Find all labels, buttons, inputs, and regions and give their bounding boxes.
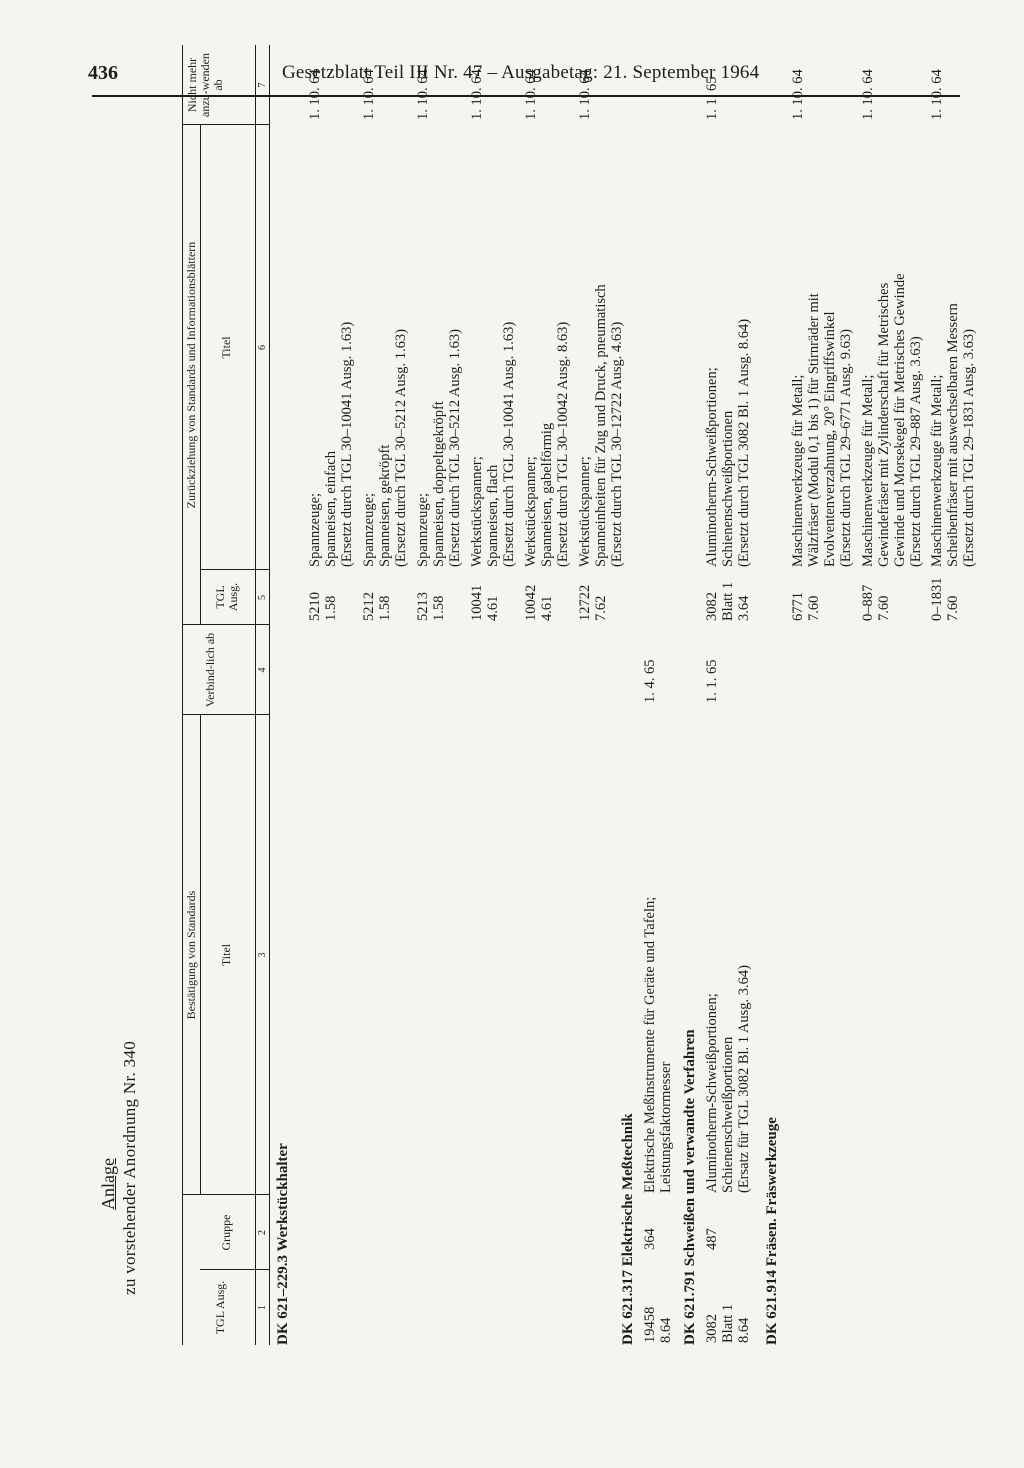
group-rule-right [200, 125, 201, 625]
withdrawn-tgl: 6771 7.60 [790, 592, 822, 621]
confirmed-tgl: 19458 8.64 [642, 1306, 674, 1343]
col-head-tgl-right: TGL Ausg. [213, 582, 240, 612]
withdrawn-title: Spannzeuge; Spanneisen, gekröpft (Ersetzt durch TGL 30–5212 Ausg. 1.63) [361, 328, 409, 567]
section-heading-werkstueckhalter: DK 621–229.3 Werkstückhalter [275, 1143, 291, 1345]
withdrawn-title: Aluminotherm-Schweißportionen; Schienenschweißportionen (Ersetzt durch TGL 3082 Bl. 1 Ausg. 8.64) [704, 318, 752, 567]
confirmed-group: 487 [704, 1228, 720, 1250]
col-number: 3 [257, 952, 268, 958]
table-number-rule [269, 45, 270, 1345]
withdrawn-date: 1. 10. 64 [790, 69, 806, 120]
withdrawn-date: 1. 10. 64 [361, 69, 377, 120]
col-number: 5 [257, 595, 268, 600]
confirmed-date: 1. 1. 65 [704, 659, 720, 703]
withdrawn-date: 1. 10. 64 [415, 69, 431, 120]
confirmed-tgl: 3082 Blatt 1 8.64 [704, 1303, 752, 1343]
withdrawn-tgl: 12722 7.62 [577, 584, 609, 621]
page-number: 436 [88, 62, 118, 84]
col-head-gruppe: Gruppe [219, 1214, 233, 1251]
rotated-table-page [92, 45, 977, 1345]
group-heading-withdraw: Zurückziehung von Standards und Informationsblättern [184, 241, 198, 509]
col-head-titel-left: Titel [219, 943, 233, 967]
withdrawn-date: 1. 10. 64 [577, 69, 593, 120]
withdrawn-date: 1. 10. 64 [307, 69, 323, 120]
confirmed-date: 1. 4. 65 [642, 659, 658, 703]
withdrawn-title: Maschinenwerkzeuge für Metall; Gewindefräser mit Zylinderschaft für Metrisches Gewinde und Morsekegel für Metrisches Gewinde (Ersetzt durch TGL 29–887 Ausg. 3.63) [860, 273, 924, 567]
section-heading-schweissen: DK 621.791 Schweißen und verwandte Verfahren [682, 1029, 698, 1345]
section-heading-messtechnik: DK 621.317 Elektrische Meßtechnik [620, 1113, 636, 1345]
confirmed-group: 364 [642, 1228, 658, 1250]
withdrawn-tgl: 5210 1.58 [307, 592, 339, 621]
running-title: Gesetzblatt Teil III Nr. 47 – Ausgabetag: 21. September 1964 [282, 62, 760, 83]
col-head-verbindlich: Verbind-lich ab [203, 632, 217, 708]
col-head-tgl-left: TGL Ausg. [213, 1280, 227, 1335]
withdrawn-date: 1. 10. 64 [469, 69, 485, 120]
table-top-rule [182, 45, 183, 1345]
withdrawn-title: Spannzeuge; Spanneisen, einfach (Ersetzt durch TGL 30–10041 Ausg. 1.63) [307, 321, 355, 567]
withdrawn-title: Maschinenwerkzeuge für Metall; Scheibenfräser mit auswechselbaren Messern (Ersetzt durch TGL 29–1831 Ausg. 3.63) [929, 303, 977, 567]
col-head-nicht-mehr: Nicht mehr anzu-wenden ab [185, 53, 225, 117]
withdrawn-tgl: 0–1831 7.60 [929, 577, 961, 621]
col-number: 4 [257, 667, 268, 673]
col-number: 6 [257, 345, 268, 350]
group-heading-confirm: Bestätigung von Standards [184, 890, 198, 1020]
withdrawn-tgl: 10041 4.61 [469, 584, 501, 621]
withdrawn-title: Werkstückspanner; Spanneisen, flach (Ersetzt durch TGL 30–10041 Ausg. 1.63) [469, 321, 517, 567]
withdrawn-title: Werkstückspanner; Spanneinheiten für Zug und Druck, pneumatisch (Ersetzt durch TGL 30–12722 Ausg. 4.63) [577, 284, 625, 567]
anlage-title: Anlage [98, 1158, 118, 1210]
anlage-subtitle: zu vorstehender Anordnung Nr. 340 [120, 1041, 139, 1295]
col-head-titel-right: Titel [219, 336, 233, 359]
group-rule-left [200, 715, 201, 1195]
withdrawn-date: 1. 10. 64 [929, 69, 945, 120]
col-number: 1 [257, 1305, 268, 1310]
col-number: 7 [257, 82, 268, 88]
withdrawn-date: 1. 10. 64 [860, 69, 876, 120]
withdrawn-title: Werkstückspanner; Spanneisen, gabelförmig (Ersetzt durch TGL 30–10042 Ausg. 8.63) [523, 321, 571, 567]
table-header-rule [255, 45, 256, 1345]
withdrawn-title: Spannzeuge; Spanneisen, doppeltgekröpft (Ersetzt durch TGL 30–5212 Ausg. 1.63) [415, 328, 463, 567]
confirmed-title: Elektrische Meßinstrumente für Geräte und Tafeln; Leistungsfaktormesser [642, 896, 674, 1193]
col-number: 2 [257, 1230, 268, 1235]
withdrawn-tgl: 10042 4.61 [523, 584, 555, 621]
section-heading-fraesen: DK 621.914 Fräsen. Fräswerkzeuge [764, 1117, 780, 1345]
withdrawn-tgl: 5213 1.58 [415, 592, 447, 621]
withdrawn-date: 1. 10. 64 [523, 69, 539, 120]
withdrawn-tgl: 3082 Blatt 1 3.64 [704, 581, 752, 621]
withdrawn-date: 1. 1. 65 [704, 76, 720, 120]
withdrawn-tgl: 0–887 7.60 [860, 584, 892, 621]
withdrawn-title: Maschinenwerkzeuge für Metall; Wälzfräser (Modul 0,1 bis 1) für Stirnräder mit Evolventenverzahnung, 20° Eingriffswinkel (Ersetzt durch TGL 29–6771 Ausg. 9.63) [790, 293, 854, 567]
withdrawn-tgl: 5212 1.58 [361, 592, 393, 621]
confirmed-title: Aluminotherm-Schweißportionen; Schienenschweißportionen (Ersatz für TGL 3082 Bl. 1 Ausg. 3.64) [704, 965, 752, 1193]
